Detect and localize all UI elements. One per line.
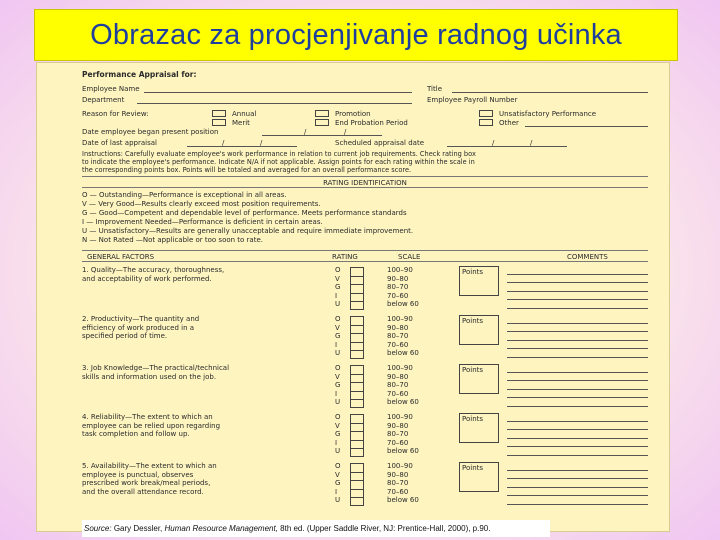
- scale-value: 90–80: [387, 470, 409, 479]
- points-label: Points: [462, 317, 484, 325]
- points-box: [459, 413, 499, 443]
- reason-promotion: Promotion: [335, 110, 371, 118]
- scale-value: 70–60: [387, 487, 409, 496]
- divider: [82, 250, 648, 251]
- unsatisfactory-checkbox: [479, 110, 493, 117]
- scheduled-date-line: [447, 146, 567, 147]
- scale-header: SCALE: [398, 253, 421, 261]
- scale-value: 70–60: [387, 389, 409, 398]
- rating-checkbox: [351, 473, 363, 482]
- slide-title: Obrazac za procjenjivanje radnog učinka: [90, 18, 622, 51]
- rating-letter: G: [335, 381, 341, 389]
- rating-letter: O: [335, 364, 341, 372]
- rating-letter: I: [335, 340, 338, 349]
- comment-lines: [507, 462, 648, 505]
- rating-checkbox: [351, 392, 363, 401]
- instructions-line-2: to indicate the employee's performance. Indicate N/A if not applicable. Assign points for each rating within the scale in: [82, 158, 475, 166]
- scale-value: 80–70: [387, 430, 409, 438]
- rating-checkbox: [351, 432, 363, 441]
- comment-line: [507, 471, 648, 480]
- rating-letter: I: [335, 389, 338, 398]
- scale-value: 80–70: [387, 381, 409, 389]
- rating-checkboxes: [350, 365, 364, 408]
- rating-letter: U: [335, 447, 341, 455]
- scale-value: 90–80: [387, 421, 409, 430]
- scheduled-date-label: Scheduled appraisal date: [335, 139, 425, 147]
- scale-value: below 60: [387, 349, 419, 357]
- rating-letters: [335, 266, 345, 309]
- divider: [82, 187, 648, 188]
- rating-letter: O: [335, 266, 341, 274]
- rating-checkbox: [351, 317, 363, 326]
- instructions-line-1: Instructions: Carefully evaluate employee's work performance in relation to current job requirements. Check rating box: [82, 150, 476, 158]
- rating-letter: O: [335, 413, 341, 421]
- rating-letters: [335, 364, 345, 407]
- comment-line: [507, 390, 648, 399]
- date-last-slash-2: /: [260, 139, 263, 147]
- points-label: Points: [462, 464, 484, 472]
- rating-checkboxes: [350, 463, 364, 506]
- comment-line: [507, 462, 648, 471]
- promotion-checkbox: [315, 110, 329, 117]
- rating-definition: V — Very Good—Results clearly exceed most position requirements.: [82, 200, 321, 208]
- rating-letter: I: [335, 438, 338, 447]
- comment-line: [507, 430, 648, 439]
- rating-checkbox: [351, 343, 363, 352]
- rating-checkbox: [351, 464, 363, 473]
- points-box: [459, 315, 499, 345]
- date-began-label: Date employee began present position: [82, 128, 219, 136]
- rating-letter: V: [335, 323, 340, 332]
- scale-value: 90–80: [387, 372, 409, 381]
- comment-lines: [507, 364, 648, 407]
- comment-line: [507, 479, 648, 488]
- scale-value: 100–90: [387, 315, 413, 323]
- rating-letter: V: [335, 372, 340, 381]
- comment-line: [507, 292, 648, 301]
- rating-checkbox: [351, 268, 363, 277]
- comment-line: [507, 283, 648, 292]
- scale-value: 100–90: [387, 413, 413, 421]
- scale-value: 80–70: [387, 332, 409, 340]
- department-label: Department: [82, 96, 125, 104]
- factor-row: [82, 364, 648, 412]
- slide-title-box: [34, 9, 678, 61]
- rating-letter: G: [335, 430, 341, 438]
- scale-value: 90–80: [387, 323, 409, 332]
- rating-letter: V: [335, 274, 340, 283]
- title-line: [452, 92, 648, 93]
- employee-name-line: [144, 92, 412, 93]
- annual-checkbox: [212, 110, 226, 117]
- instructions-line-3: the corresponding points box. Points will be totaled and averaged for an overall performance score.: [82, 166, 412, 174]
- factor-description: 3. Job Knowledge—The practical/technical skills and information used on the job.: [82, 364, 230, 381]
- scale-value: 70–60: [387, 438, 409, 447]
- comment-line: [507, 332, 648, 341]
- reason-unsatisfactory: Unsatisfactory Performance: [499, 110, 597, 118]
- date-last-label: Date of last appraisal: [82, 139, 157, 147]
- reason-merit: Merit: [232, 119, 250, 127]
- comment-line: [507, 398, 648, 407]
- rating-letter: U: [335, 398, 341, 406]
- appraisal-form-image: [36, 62, 670, 532]
- factor-description: 2. Productivity—The quantity and efficiency of work produced in a specified period of time.: [82, 315, 200, 340]
- factor-row: [82, 462, 648, 510]
- points-box: [459, 462, 499, 492]
- rating-checkbox: [351, 490, 363, 499]
- scale-values: [387, 266, 437, 309]
- title-label: Title: [427, 85, 443, 93]
- comment-lines: [507, 413, 648, 456]
- points-label: Points: [462, 268, 484, 276]
- scale-values: [387, 364, 437, 407]
- rating-checkbox: [351, 277, 363, 286]
- merit-checkbox: [212, 119, 226, 126]
- source-prefix: Source:: [84, 524, 112, 533]
- rating-letter: O: [335, 315, 341, 323]
- form-heading: Performance Appraisal for:: [82, 70, 197, 79]
- rating-checkbox: [351, 285, 363, 294]
- other-checkbox: [479, 119, 493, 126]
- rating-identification-heading: RATING IDENTIFICATION: [323, 179, 407, 187]
- rating-letter: I: [335, 487, 338, 496]
- comment-line: [507, 439, 648, 448]
- points-label: Points: [462, 415, 484, 423]
- scale-value: 80–70: [387, 479, 409, 487]
- points-label: Points: [462, 366, 484, 374]
- rating-letter: U: [335, 300, 341, 308]
- reason-end-probation: End Probation Period: [335, 119, 408, 127]
- rating-header: RATING: [332, 253, 358, 261]
- source-citation: [82, 520, 550, 537]
- comment-line: [507, 488, 648, 497]
- rating-letter: U: [335, 496, 341, 504]
- scale-value: 90–80: [387, 274, 409, 283]
- rating-definition: O — Outstanding—Performance is exceptional in all areas.: [82, 191, 287, 199]
- general-factors-header: GENERAL FACTORS: [87, 253, 155, 261]
- scale-values: [387, 413, 437, 456]
- scale-value: 70–60: [387, 340, 409, 349]
- divider: [82, 261, 648, 262]
- source-author: Gary Dessler,: [113, 524, 163, 533]
- rating-checkbox: [351, 415, 363, 424]
- date-began-slash-2: /: [344, 128, 347, 136]
- scale-value: below 60: [387, 447, 419, 455]
- reason-annual: Annual: [232, 110, 257, 118]
- rating-definition: G — Good—Competent and dependable level of performance. Meets performance standards: [82, 209, 407, 217]
- comment-line: [507, 413, 648, 422]
- date-last-slash-1: /: [222, 139, 225, 147]
- comment-lines: [507, 315, 648, 358]
- rating-checkbox: [351, 326, 363, 335]
- points-box: [459, 266, 499, 296]
- rating-definition: U — Unsatisfactory—Results are generally unacceptable and require immediate improvement.: [82, 227, 414, 235]
- rating-checkbox: [351, 366, 363, 375]
- comment-line: [507, 315, 648, 324]
- end-probation-checkbox: [315, 119, 329, 126]
- factor-description: 1. Quality—The accuracy, thoroughness, and acceptability of work performed.: [82, 266, 225, 283]
- comment-line: [507, 300, 648, 309]
- comment-line: [507, 364, 648, 373]
- date-last-line: [187, 146, 297, 147]
- source-book: Human Resource Management,: [164, 524, 278, 533]
- factor-row: [82, 266, 648, 314]
- reason-other: Other: [499, 119, 519, 127]
- rating-checkboxes: [350, 267, 364, 310]
- rating-letters: [335, 315, 345, 358]
- rating-checkbox: [351, 481, 363, 490]
- points-box: [459, 364, 499, 394]
- comment-line: [507, 349, 648, 358]
- scale-values: [387, 462, 437, 505]
- scale-value: 100–90: [387, 462, 413, 470]
- rating-checkbox: [351, 294, 363, 303]
- reason-label: Reason for Review:: [82, 110, 149, 118]
- employee-name-label: Employee Name: [82, 85, 140, 93]
- date-began-slash-1: /: [304, 128, 307, 136]
- scale-value: below 60: [387, 300, 419, 308]
- rating-checkbox: [351, 375, 363, 384]
- scheduled-slash-2: /: [530, 139, 533, 147]
- factor-description: 4. Reliability—The extent to which an employee can be relied upon regarding task completion and follow up.: [82, 413, 221, 438]
- scale-value: 70–60: [387, 291, 409, 300]
- scale-value: 100–90: [387, 364, 413, 372]
- rating-definition: N — Not Rated —Not applicable or too soon to rate.: [82, 236, 263, 244]
- factor-row: [82, 315, 648, 363]
- payroll-label: Employee Payroll Number: [427, 96, 518, 104]
- other-line: [525, 126, 648, 127]
- rating-letters: [335, 462, 345, 505]
- rating-letters: [335, 413, 345, 456]
- divider: [82, 176, 648, 177]
- comment-line: [507, 324, 648, 333]
- appraisal-form-sheet: [82, 69, 648, 533]
- comment-line: [507, 381, 648, 390]
- comment-line: [507, 447, 648, 456]
- scheduled-slash-1: /: [492, 139, 495, 147]
- factor-description: 5. Availability—The extent to which an employee is punctual, observes prescribed work break/meal periods, and the overall attendance record.: [82, 462, 217, 496]
- comment-line: [507, 422, 648, 431]
- comment-line: [507, 373, 648, 382]
- scale-values: [387, 315, 437, 358]
- factor-row: [82, 413, 648, 461]
- comment-line: [507, 266, 648, 275]
- scale-value: below 60: [387, 496, 419, 504]
- comment-line: [507, 275, 648, 284]
- date-began-line: [262, 135, 382, 136]
- department-line: [137, 103, 412, 104]
- rating-checkbox: [351, 424, 363, 433]
- rating-letter: U: [335, 349, 341, 357]
- rating-checkboxes: [350, 414, 364, 457]
- rating-letter: V: [335, 470, 340, 479]
- rating-checkbox: [351, 383, 363, 392]
- comment-lines: [507, 266, 648, 309]
- rating-checkbox: [351, 334, 363, 343]
- scale-value: 100–90: [387, 266, 413, 274]
- scale-value: 80–70: [387, 283, 409, 291]
- rating-letter: I: [335, 291, 338, 300]
- rating-definition: I — Improvement Needed—Performance is deficient in certain areas.: [82, 218, 323, 226]
- source-rest: 8th ed. (Upper Saddle River, NJ: Prentice-Hall, 2000), p.90.: [280, 524, 491, 533]
- comments-header: COMMENTS: [567, 253, 608, 261]
- rating-letter: V: [335, 421, 340, 430]
- rating-checkbox: [351, 441, 363, 450]
- rating-checkboxes: [350, 316, 364, 359]
- rating-letter: G: [335, 479, 341, 487]
- scale-value: below 60: [387, 398, 419, 406]
- rating-letter: G: [335, 332, 341, 340]
- rating-letter: G: [335, 283, 341, 291]
- comment-line: [507, 341, 648, 350]
- comment-line: [507, 496, 648, 505]
- rating-letter: O: [335, 462, 341, 470]
